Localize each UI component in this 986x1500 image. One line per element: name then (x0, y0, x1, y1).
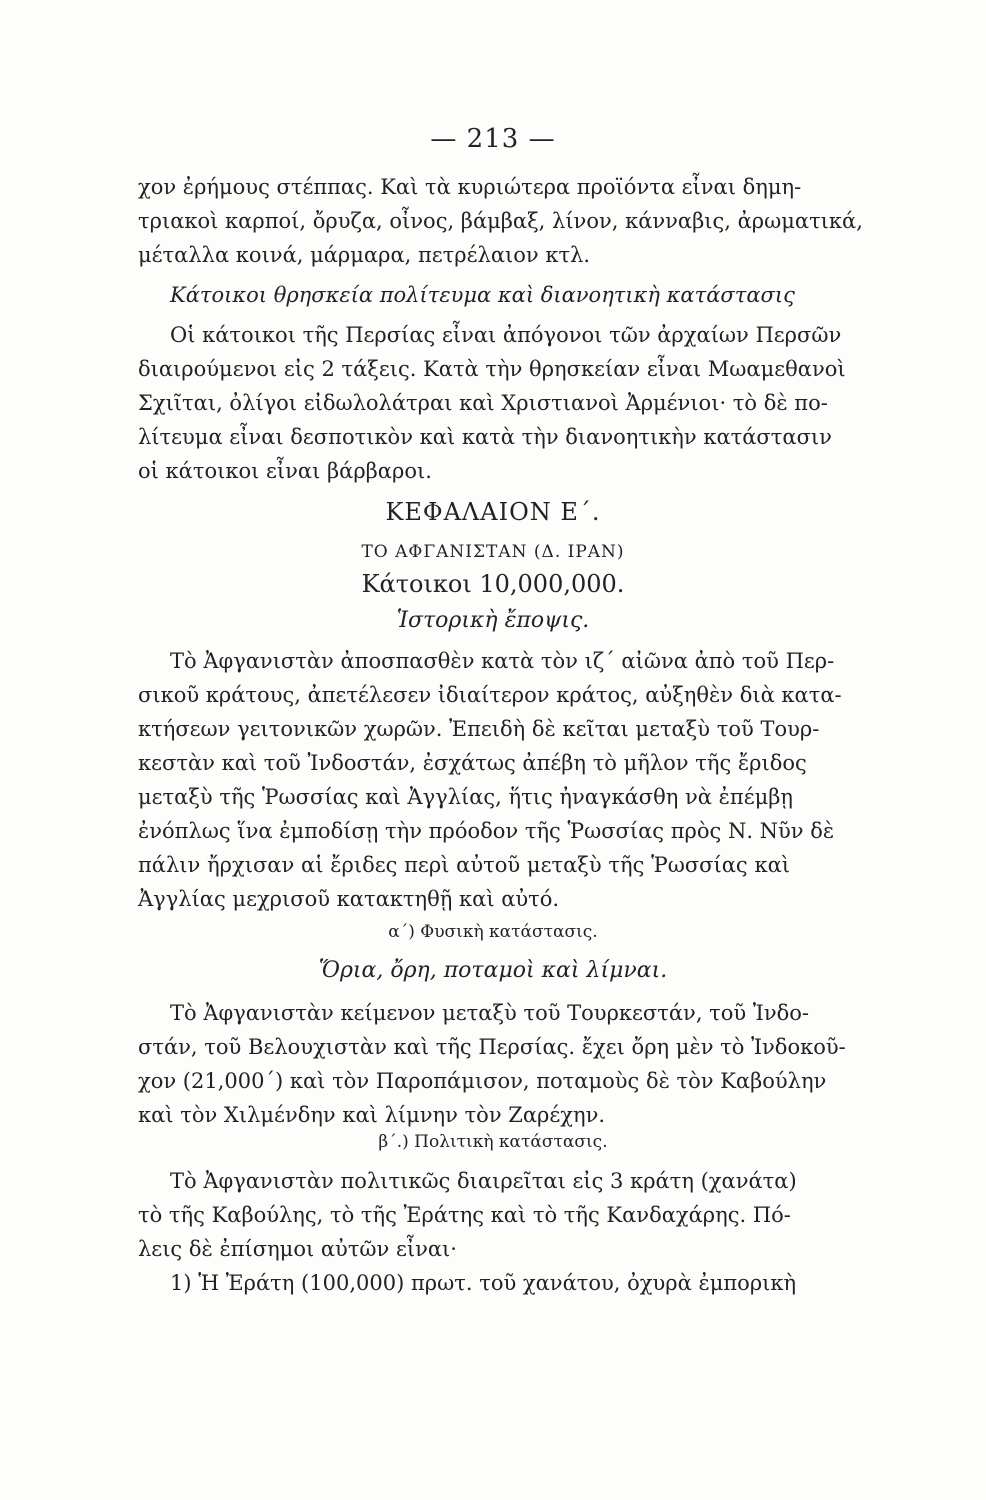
text-line: χον ἐρήμους στέππας. Καὶ τὰ κυριώτερα προϊόντα εἶναι δημη- (138, 175, 802, 199)
text-line: οἱ κάτοικοι εἶναι βάρβαροι. (138, 459, 432, 483)
political-condition-heading: β΄.) Πολιτικὴ κατάστασις. (378, 1132, 608, 1152)
text-line: καὶ τὸν Χιλμένδην καὶ λίμνην τὸν Ζαρέχην. (138, 1103, 606, 1127)
text-line: Τὸ Ἀφγανιστὰν κείμενον μεταξὺ τοῦ Τουρκεστάν, τοῦ Ἰνδο- (170, 1001, 809, 1025)
text-line: κτήσεων γειτονικῶν χωρῶν. Ἐπειδὴ δὲ κεῖται μεταξὺ τοῦ Τουρ- (138, 717, 820, 741)
text-line: λίτευμα εἶναι δεσποτικὸν καὶ κατὰ τὴν διανοητικὴν κατάστασιν (138, 425, 832, 449)
inhabitants-heading: Κάτοικοι θρησκεία πολίτευμα καὶ διανοητικὴ κατάστασις (170, 283, 795, 307)
page-number: — 213 — (430, 124, 556, 154)
text-line: τριακοὶ καρποί, ὄρυζα, οἶνος, βάμβαξ, λίνον, κάνναβις, ἀρωματικά, (138, 209, 863, 233)
borders-heading: Ὅρια, ὄρη, ποταμοὶ καὶ λίμναι. (318, 958, 668, 983)
text-line: Τὸ Ἀφγανιστὰν ἀποσπασθὲν κατὰ τὸν ιζ΄ αἰῶνα ἀπὸ τοῦ Περ- (170, 649, 835, 673)
text-line: 1) Ἡ Ἐράτη (100,000) πρωτ. τοῦ χανάτου, ὀχυρὰ ἐμπορικὴ (170, 1271, 797, 1295)
text-line: μέταλλα κοινά, μάρμαρα, πετρέλαιον κτλ. (138, 243, 591, 267)
text-line: Οἱ κάτοικοι τῆς Περσίας εἶναι ἀπόγονοι τῶν ἀρχαίων Περσῶν (170, 323, 842, 347)
paragraph-inhabitants (138, 318, 846, 488)
paragraph-history (138, 644, 842, 916)
chapter-title: ΚΕΦΑΛΑΙΟΝ Ε΄. (385, 498, 601, 526)
text-line: Ἀγγλίας μεχρισοῦ κατακτηθῇ καὶ αὐτό. (138, 887, 560, 911)
text-line: Σχιῖται, ὀλίγοι εἰδωλολάτραι καὶ Χριστιανοὶ Ἀρμένιοι· τὸ δὲ πο- (138, 391, 828, 415)
paragraph-geography (138, 996, 846, 1132)
text-line: χον (21,000΄) καὶ τὸν Παροπάμισον, ποταμοὺς δὲ τὸν Καβούλην (138, 1069, 827, 1093)
physical-condition-heading: α΄) Φυσικὴ κατάστασις. (388, 922, 598, 942)
text-line: σικοῦ κράτους, ἀπετέλεσεν ἰδιαίτερον κράτος, αὐξηθὲν διὰ κατα- (138, 683, 842, 707)
paragraph-politics (138, 1164, 797, 1300)
population-line: Κάτοικοι 10,000,000. (361, 570, 625, 598)
text-line: τὸ τῆς Καβούλης, τὸ τῆς Ἐράτης καὶ τὸ τῆς Κανδαχάρης. Πό- (138, 1203, 791, 1227)
text-line: ἐνόπλως ἵνα ἐμποδίσῃ τὴν πρόοδον τῆς Ῥωσσίας πρὸς Ν. Νῦν δὲ (138, 819, 835, 843)
text-line: στάν, τοῦ Βελουχιστὰν καὶ τῆς Περσίας. ἔχει ὄρη μὲν τὸ Ἰνδοκοῦ- (138, 1035, 846, 1059)
text-line: Τὸ Ἀφγανιστὰν πολιτικῶς διαιρεῖται εἰς 3 κράτη (χανάτα) (170, 1169, 797, 1193)
inhabitants-heading-block (170, 278, 822, 312)
text-line: λεις δὲ ἐπίσημοι αὐτῶν εἶναι· (138, 1237, 457, 1261)
history-heading: Ἱστορικὴ ἔποψις. (396, 608, 590, 633)
text-line: πάλιν ἤρχισαν αἱ ἔριδες περὶ αὐτοῦ μεταξὺ τῆς Ῥωσσίας καὶ (138, 853, 790, 877)
text-line: διαιρούμενοι εἰς 2 τάξεις. Κατὰ τὴν θρησκείαν εἶναι Μωαμεθανοὶ (138, 357, 846, 381)
chapter-subtitle: ΤΟ ΑΦΓΑΝΙΣΤΑΝ (Δ. ΙΡΑΝ) (361, 542, 625, 562)
text-line: μεταξὺ τῆς Ῥωσσίας καὶ Ἀγγλίας, ἥτις ἠναγκάσθη νὰ ἐπέμβῃ (138, 785, 793, 809)
paragraph-products (138, 170, 863, 272)
text-line: κεστὰν καὶ τοῦ Ἰνδοστάν, ἐσχάτως ἀπέβη τὸ μῆλον τῆς ἔριδος (138, 751, 807, 775)
